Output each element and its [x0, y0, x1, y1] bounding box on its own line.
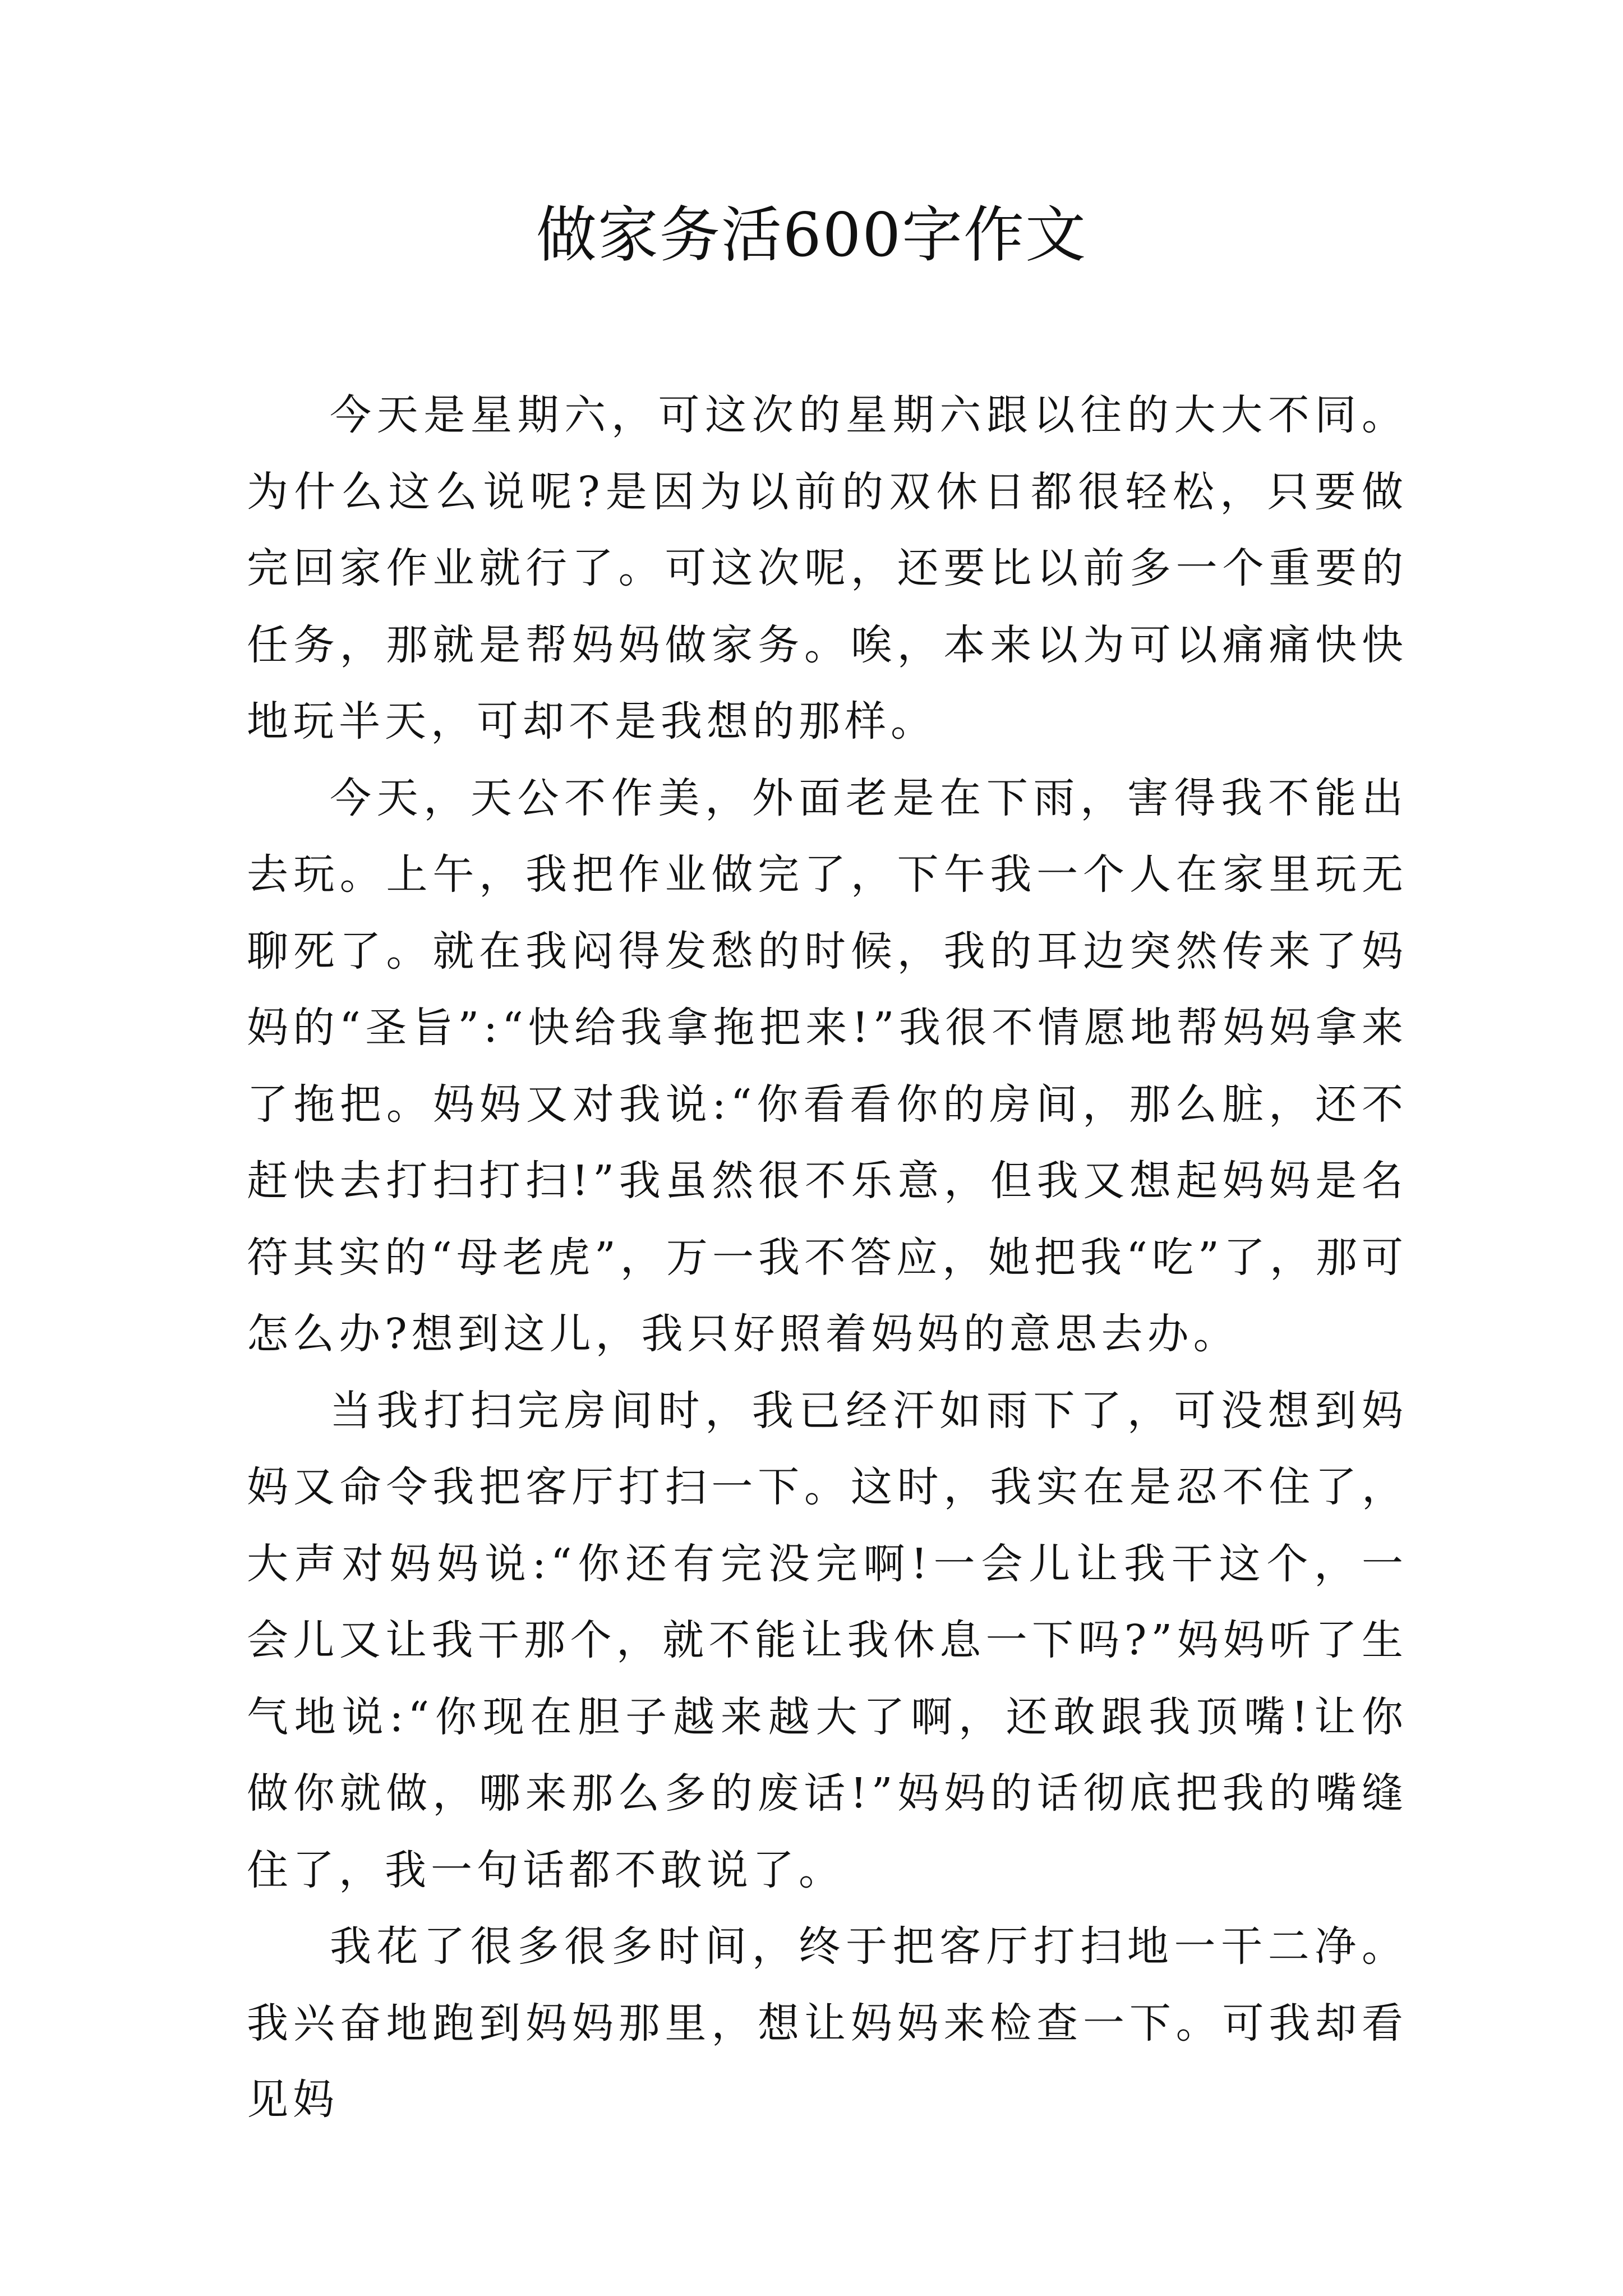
- document-title: 做家务活600字作文: [536, 200, 1087, 270]
- paragraph: 当我打扫完房间时，我已经汗如雨下了，可没想到妈妈又命令我把客厅打扫一下。这时，我实在是忍不住了，大声对妈妈说:“你还有完没完啊!一会儿让我干这个，一会儿又让我干那个，就不能让我休息一下吗?”妈妈听了生气地说:“你现在胆子越来越大了啊，还敢跟我顶嘴!让你做你就做，哪来那么多的废话!”妈妈的话彻底把我的嘴缝住了，我一句话都不敢说了。: [247, 1386, 1408, 1894]
- paragraph: 今天是星期六，可这次的星期六跟以往的大大不同。为什么这么说呢?是因为以前的双休日都很轻松，只要做完回家作业就行了。可这次呢，还要比以前多一个重要的任务，那就是帮妈妈做家务。唉，本来以为可以痛痛快快地玩半天，可却不是我想的那样。: [247, 391, 1408, 746]
- paragraph: 今天，天公不作美，外面老是在下雨，害得我不能出去玩。上午，我把作业做完了，下午我一个人在家里玩无聊死了。就在我闷得发愁的时候，我的耳边突然传来了妈妈的“圣旨”:“快给我拿拖把来!”我很不情愿地帮妈妈拿来了拖把。妈妈又对我说:“你看看你的房间，那么脏，还不赶快去打扫打扫!”我虽然很不乐意，但我又想起妈妈是名符其实的“母老虎”，万一我不答应，她把我“吃”了，那可怎么办?想到这儿，我只好照着妈妈的意思去办。: [247, 774, 1408, 1358]
- document-body: [247, 377, 1408, 2138]
- paragraph: 我花了很多很多时间，终于把客厅打扫地一干二净。我兴奋地跑到妈妈那里，想让妈妈来检查一下。可我却看见妈: [247, 1922, 1408, 2124]
